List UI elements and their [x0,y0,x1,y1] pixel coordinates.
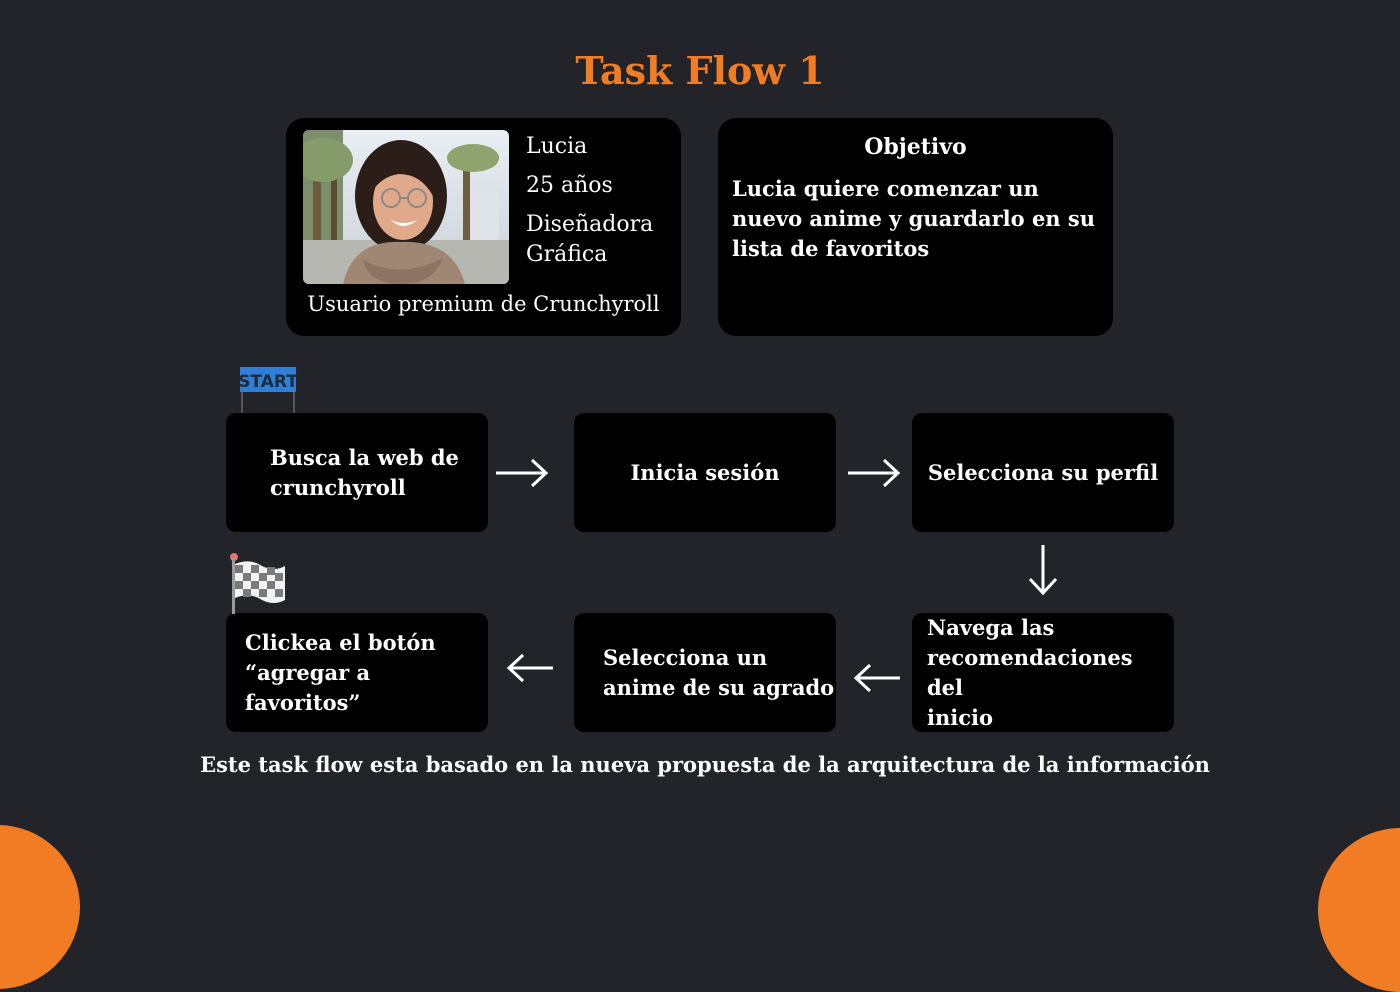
step-1-line2: crunchyroll [270,474,406,500]
step-1-line1: Busca la web de [270,444,459,470]
step-browse-recommendations [912,613,1174,732]
persona-role-line2: Gráfica [526,242,608,267]
step-2-line1: Inicia sesión [630,459,780,485]
step-5-line1: Selecciona un [603,644,768,670]
start-label: START [238,372,298,392]
step-add-favorites [226,613,488,732]
objective-title: Objetivo [864,134,967,160]
step-3-line1: Selecciona su perfil [927,459,1159,485]
start-sign-icon [238,367,298,419]
checkered-flag-icon [228,552,288,620]
step-5-line2: anime de su agrado [603,674,835,700]
step-4-line1: Navega las [927,614,1055,640]
persona-photo [303,130,509,284]
step-login [574,413,836,532]
step-select-profile [912,413,1174,532]
step-4-line2: recomendaciones del [927,644,1133,700]
step-select-anime [574,613,836,732]
persona-role-line1: Diseñadora [526,212,654,237]
step-4-line3: inicio [927,704,993,730]
arrow-left-icon [505,652,555,688]
arrow-right-icon [494,457,550,493]
persona-card [286,118,681,336]
decorative-circle-right [1318,828,1400,992]
footer-note: Este task flow esta basado en la nueva propuesta de la arquitectura de la información [200,752,1210,777]
arrow-right-icon [846,457,902,493]
step-6-line1: Clickea el botón [245,629,436,655]
persona-age: 25 años [526,173,613,198]
persona-footer: Usuario premium de Crunchyroll [307,292,660,316]
persona-info [526,132,676,270]
objective-text: Lucia quiere comenzar un nuevo anime y guardarlo en su lista de favoritos [732,176,1095,261]
page-title: Task Flow 1 [575,48,825,93]
objective-card [718,118,1113,336]
persona-name: Lucia [526,134,588,159]
arrow-down-icon [1027,543,1059,601]
arrow-left-icon [852,662,902,698]
step-search-web [226,413,488,532]
decorative-circle-left [0,825,80,989]
step-6-line2: “agregar a favoritos” [245,659,371,715]
